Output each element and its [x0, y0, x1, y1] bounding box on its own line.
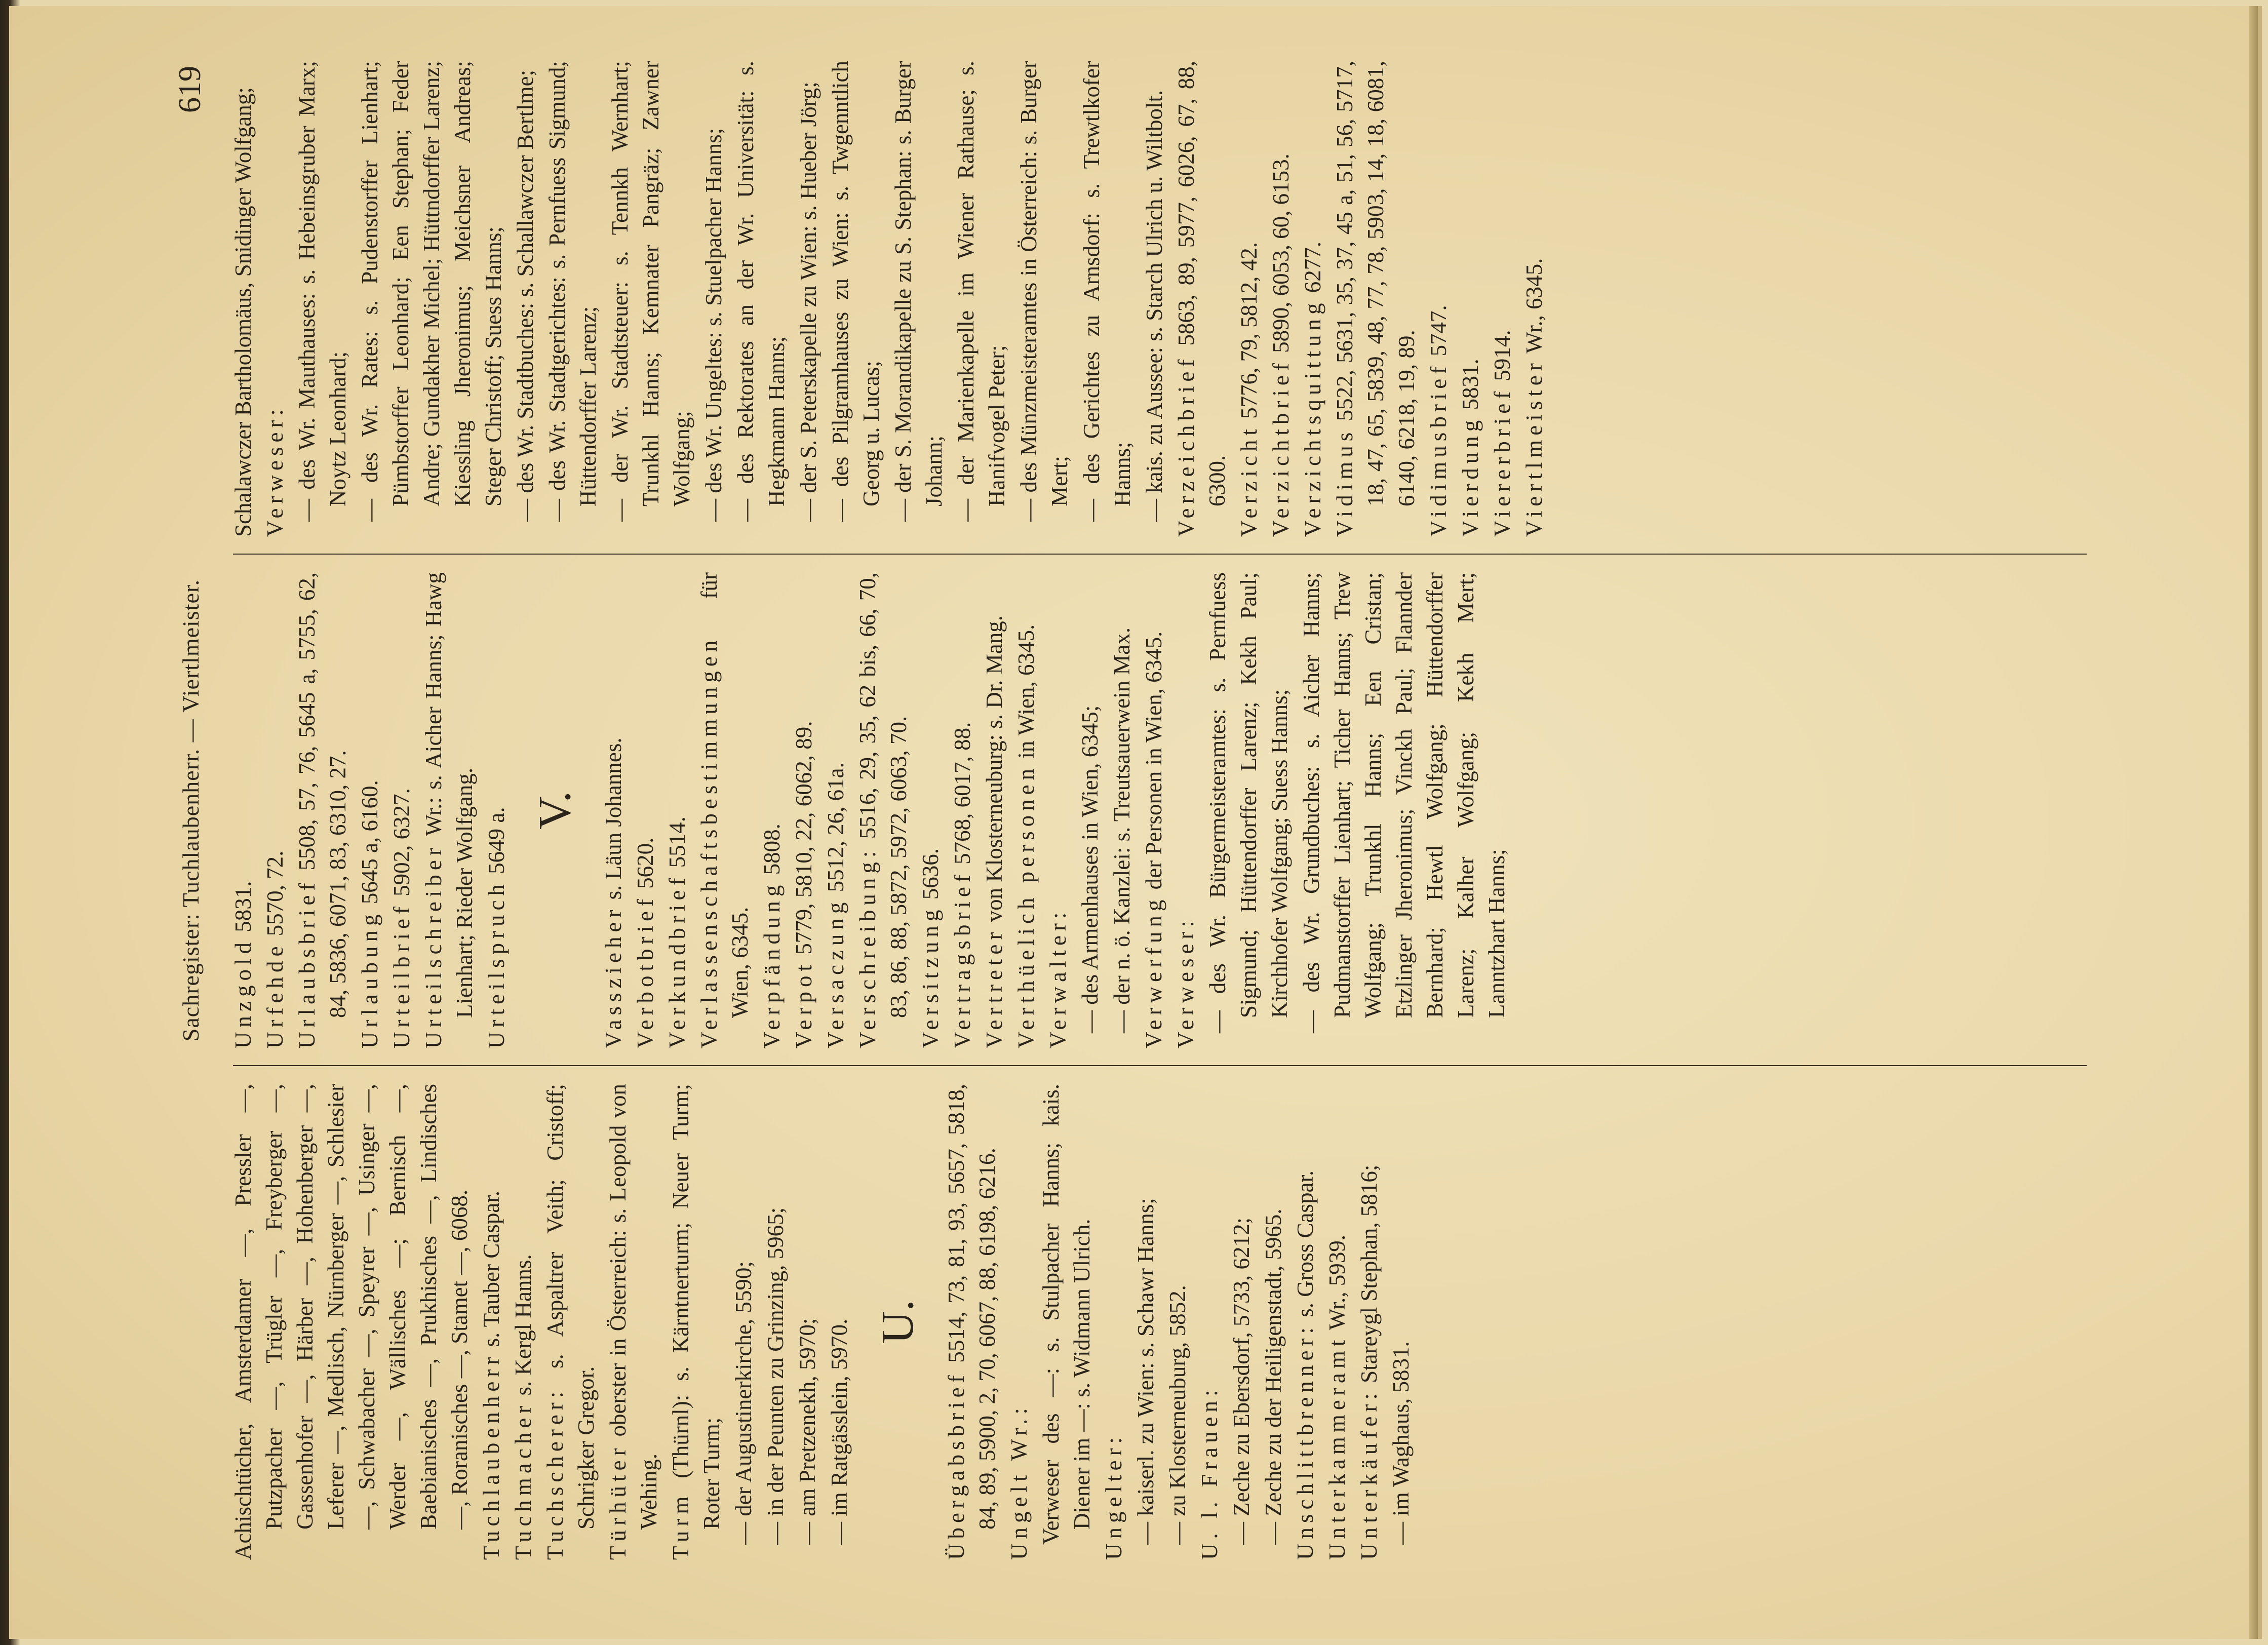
index-subentry	[1386, 1084, 1417, 1560]
entry-text: 5779, 5810, 22, 6062, 89.	[791, 721, 816, 961]
index-subentry	[1258, 1084, 1289, 1560]
index-entry	[228, 572, 259, 1048]
entry-keyword: Unterkammeramt	[1324, 1335, 1350, 1560]
index-subentry	[292, 61, 354, 537]
entry-text: 6277.	[1300, 242, 1325, 299]
entry-keyword: Ungelt Wr.:	[1006, 1403, 1032, 1560]
index-subentry	[542, 61, 604, 537]
entry-keyword: Verbotbrief	[633, 894, 658, 1048]
index-entry	[979, 572, 1010, 1048]
index-entry	[1171, 61, 1233, 537]
index-subentry	[1226, 1084, 1257, 1560]
index-entry	[1455, 61, 1486, 537]
entry-keyword: Verwalter:	[1045, 908, 1071, 1048]
index-subentry	[760, 1084, 791, 1560]
page-number: 619	[173, 66, 207, 113]
index-entry	[630, 572, 661, 1048]
entry-text: s. Tauber Caspar.	[479, 1191, 504, 1353]
entry-text: 5512, 26, 61a.	[823, 762, 848, 898]
index-subentry	[1036, 1084, 1098, 1560]
entry-text: — am Pretzenekh, 5970;	[795, 1318, 820, 1545]
index-entry	[1099, 1084, 1129, 1560]
entry-text: 5508, 57, 76, 5645 a, 5755, 62, 84, 5836, 6071, 83, 6310, 27.	[294, 572, 350, 1018]
entry-keyword: Verzicht	[1236, 424, 1262, 537]
entry-text: 5636.	[918, 848, 943, 906]
index-entry	[260, 61, 291, 537]
entry-keyword: Vierdung	[1458, 415, 1483, 537]
entry-text: s. Aspaltrer Veith; Cristoff; Schrigker Gregor.	[542, 1084, 599, 1530]
column-divider	[233, 1065, 2087, 1066]
entry-text: (Thürnl): s. Kärntnerturm; Neuer Turm; Roter Turm;	[668, 1084, 724, 1530]
index-subentry	[951, 61, 1012, 537]
index-entry	[947, 572, 978, 1048]
index-column-2	[228, 572, 2102, 1048]
entry-keyword: Vidimus	[1332, 427, 1357, 537]
entry-text: Verweser des —: s. Stulpacher Hanns; kais. Diener im —: s. Widmann Ulrich.	[1038, 1084, 1094, 1545]
index-entry	[820, 572, 851, 1048]
entry-keyword: Verpot	[791, 960, 816, 1048]
index-columns	[228, 61, 2102, 1560]
entry-keyword: Urteilschreiber	[421, 843, 446, 1048]
index-entry	[1266, 61, 1297, 537]
entry-keyword: Viertlmeister	[1521, 359, 1547, 537]
entry-text: s. Läun Johannes.	[601, 737, 626, 906]
entry-text: 5808.	[759, 824, 785, 881]
entry-text: — des Wr. Mauthauses: s. Hebeinsgruber Marx; Noytz Leonhard;	[294, 61, 350, 522]
entry-text: — der S. Peterskapelle zu Wien: s. Hueber Jörg;	[796, 82, 821, 522]
entry-keyword: Turm	[668, 1492, 693, 1560]
entry-text: — kaiserl. zu Wien: s. Schawr Hanns;	[1133, 1198, 1158, 1545]
column-divider	[233, 554, 2087, 555]
entry-keyword: Ungelter:	[1101, 1433, 1126, 1560]
index-entry	[1329, 61, 1422, 537]
index-subentry	[792, 1084, 823, 1560]
rotated-page-content	[172, 61, 2127, 1560]
index-entry	[476, 1084, 507, 1560]
index-subentry	[1076, 61, 1138, 537]
entry-text: 5522, 5631, 35, 37, 45 a, 51, 56, 5717, 18, 47, 65, 5839, 48, 77, 78, 5903, 14, 18, 6081, 6140, 6218, 19, 89.	[1332, 61, 1419, 506]
entry-text: 5768, 6017, 88.	[950, 722, 975, 871]
entry-text: in Wien, 6345.	[1013, 624, 1039, 764]
entry-text: s. Kergl Hanns.	[511, 1254, 536, 1401]
entry-keyword: Vertreter	[982, 927, 1007, 1048]
index-entry	[789, 572, 819, 1048]
index-entry	[1519, 61, 1550, 537]
index-subentry	[510, 61, 541, 537]
entry-keyword: Unschlittbrenner:	[1293, 1323, 1318, 1560]
entry-text: — kais. zu Aussee: s. Starch Ulrich u. Wiltbolt.	[1142, 90, 1167, 522]
entry-keyword: Verzeichbrief	[1174, 355, 1199, 537]
entry-text: — in der Peunten zu Grinzing, 5965;	[763, 1207, 788, 1545]
index-entry	[1423, 61, 1454, 537]
index-entry	[1139, 572, 1169, 1048]
page-spine	[2249, 6, 2258, 1639]
entry-text: Schalawczer Bartholomäus, Snidinger Wolfgang;	[230, 87, 256, 537]
index-entry	[757, 572, 788, 1048]
entry-text: für Wien, 6345.	[696, 572, 753, 1018]
entry-text: — der Marienkapelle im Wiener Rathause; s. Hanifvogel Peter;	[953, 61, 1009, 522]
entry-text: — des Pilgramhauses zu Wien: s. Twgenntlich Georg u. Lucas;	[828, 61, 884, 522]
index-entry	[1487, 61, 1518, 537]
entry-text: 5831.	[230, 881, 256, 938]
entry-text: Stareygl Stephan, 5816;	[1356, 1164, 1382, 1389]
entry-keyword: Unzgold	[230, 938, 256, 1048]
index-subentry	[605, 61, 697, 537]
index-entry	[228, 61, 259, 537]
index-entry	[1322, 1084, 1353, 1560]
index-entry	[1354, 1084, 1385, 1560]
entry-text: von Klosterneuburg: s. Dr. Mang.	[982, 615, 1007, 928]
entry-keyword: Urfehde	[262, 942, 288, 1048]
entry-text: — des Wr. Rates: s. Pudenstorffer Lienhart; Pümbstorffer Leonhard; Een Stephan; Feder Andre; Gundakher Michel; Hüttndorffer Larenz; Kiessling Jheronimus; Meichsner Andreas; Steger Christoff; Suess Hanns;	[357, 61, 506, 522]
index-entry	[1011, 572, 1042, 1048]
entry-text: — des Wr. Bürgermeisteramtes: s. Pernfuess Sigmund; Hüttendorffer Larenz; Kekh Paul; Kirchhofer Wolfgang; Suess Hanns;	[1205, 572, 1292, 1033]
index-entry	[1298, 61, 1328, 537]
entry-keyword: Versitzung	[918, 905, 943, 1048]
entry-text: 5902, 6327.	[389, 788, 414, 903]
entry-text: 5747.	[1426, 305, 1451, 362]
index-entry	[666, 1084, 727, 1560]
index-subentry	[1107, 572, 1138, 1048]
entry-text: — Zeche zu der Heiligenstadt, 5965.	[1261, 1208, 1286, 1545]
running-header	[172, 61, 218, 1560]
entry-text: s. Gross Caspar.	[1293, 1170, 1318, 1323]
entry-keyword: Viererbrief	[1490, 386, 1515, 537]
entry-text: — des Gerichtes zu Arnsdorf: s. Trewtlkofer Hanns;	[1079, 61, 1135, 522]
entry-text: 5776, 79, 5812, 42.	[1236, 242, 1262, 425]
index-subentry	[730, 61, 792, 537]
entry-keyword: Türhüter	[605, 1443, 631, 1560]
entry-text: Achischtücher, Amsterdamer —, Pressler —, Putzpacher —, Trügler —, Freyberger —, Gassenhofer —, Härber —, Hohenberger —, Leferer —, Medlisch, Nürnberger —, Schlesier —, Schwabacher —, Speyrer —, Usinger —, Werder —, Wällisches —; Bernisch —, Baebianisches —, Prukhisches —, Lindisches —, Roranisches —, Stamet —, 6068.	[230, 1084, 472, 1560]
entry-text: 5514.	[664, 816, 690, 874]
entry-text: 5863, 89, 5977, 6026, 67, 88, 6300.	[1174, 61, 1230, 506]
entry-text: — der n. ö. Kanzlei: s. Treutsauerwein Max.	[1109, 627, 1135, 1033]
index-entry	[598, 572, 629, 1048]
entry-text: oberster in Österreich: s. Leopold von Wehing.	[605, 1084, 661, 1530]
entry-keyword: Verweser:	[262, 405, 288, 537]
index-subentry	[888, 61, 950, 537]
entry-keyword: Unterkäufer:	[1356, 1389, 1382, 1560]
entry-text: 5645 a, 6160.	[357, 780, 382, 910]
entry-text: — des Armenhauses in Wien, 6345;	[1077, 705, 1103, 1033]
index-subentry	[1202, 572, 1295, 1048]
index-entry	[1170, 572, 1201, 1048]
entry-keyword: Verlassenschaftsbestimmungen	[696, 636, 722, 1048]
entry-keyword: Urlaubung	[357, 910, 382, 1048]
index-subentry	[1296, 572, 1512, 1048]
index-subentry	[1162, 1084, 1193, 1560]
index-entry	[603, 1084, 664, 1560]
entry-text: — des Münzmeisteramtes in Österreich: s. Burger Mert;	[1016, 61, 1072, 522]
section-letter: U.	[873, 1300, 923, 1344]
entry-text: der Personen in Wien, 6345.	[1141, 631, 1166, 895]
index-entry	[355, 572, 385, 1048]
entry-keyword: Tuchmacher	[511, 1401, 536, 1560]
index-entry	[662, 572, 693, 1048]
entry-text: — des Wr. Ungeltes: s. Stuelpacher Hanns;	[701, 128, 726, 522]
entry-keyword: Tuchlaubenherr	[479, 1352, 504, 1560]
index-entry	[1043, 572, 1074, 1048]
index-entry	[852, 572, 914, 1048]
entry-text: 5831.	[1458, 359, 1483, 416]
entry-keyword: Verkundbrief	[664, 873, 690, 1048]
entry-text: — der S. Morandikapelle zu S. Stephan: s. Burger Johann;	[890, 61, 947, 522]
entry-text: — des Wr. Grundbuches: s. Aicher Hanns; Pudmanstorffer Lienhart; Ticher Hanns; Trew Wolfgang; Trunkhl Hanns; Een Cristan; Etzlinger Jheronimus; Vinckh Paul; Flannder Bernhard; Hewtl Wolfgang; Hüttendorffer Larenz; Kalher Wolfgang; Kekh Mert; Lanntzhart Hanns;	[1299, 572, 1509, 1033]
entry-keyword: Verzichtbrief	[1268, 359, 1294, 537]
entry-text: 5914.	[1490, 330, 1515, 387]
index-subentry	[698, 61, 729, 537]
entry-keyword: Verthüelich personen	[1013, 764, 1039, 1048]
index-entry	[1290, 1084, 1321, 1560]
entry-keyword: U. l. Frauen:	[1197, 1385, 1222, 1560]
index-entry	[292, 572, 354, 1048]
index-column-3	[228, 61, 2102, 537]
index-entry	[694, 572, 756, 1048]
index-column-1	[228, 1084, 2102, 1560]
index-entry	[508, 1084, 539, 1560]
entry-text: — des Rektorates an der Wr. Universität: s. Hegkmann Hanns;	[733, 61, 789, 522]
entry-text: — der Augustinerkirche, 5590;	[731, 1261, 756, 1545]
entry-text: — im Waghaus, 5831.	[1388, 1341, 1414, 1545]
entry-text: 5620.	[633, 837, 658, 895]
index-subentry	[825, 61, 887, 537]
index-entry	[1234, 61, 1265, 537]
entry-keyword: Vertragsbrief	[950, 870, 975, 1048]
entry-text: Wr., 6345.	[1521, 258, 1547, 359]
entry-text: — zu Klosterneuburg, 5852.	[1165, 1285, 1190, 1545]
entry-text: Wr., 5939.	[1324, 1235, 1350, 1336]
index-subentry	[1130, 1084, 1161, 1560]
index-entry	[1194, 1084, 1225, 1560]
entry-text: 5516, 29, 35, 62 bis, 66, 70, 83, 86, 88, 5872, 5972, 6063, 70.	[855, 572, 911, 1018]
index-entry	[1004, 1084, 1035, 1560]
index-subentry	[1075, 572, 1106, 1048]
index-subentry	[793, 61, 824, 537]
index-entry	[915, 572, 946, 1048]
section-letter: V.	[530, 791, 580, 830]
index-subentry	[728, 1084, 759, 1560]
entry-keyword: Verpfändung	[759, 880, 785, 1048]
index-entry	[228, 1084, 475, 1560]
index-entry	[941, 1084, 1003, 1560]
header-title: Sachregister: Tuchlaubenherr. — Viertlmeister.	[178, 579, 204, 1042]
index-entry	[260, 572, 291, 1048]
entry-keyword: Verzichtsquittung	[1300, 298, 1325, 537]
entry-keyword: Urteilspruch	[484, 880, 509, 1048]
entry-keyword: Verweser:	[1173, 916, 1198, 1048]
entry-text: — des Wr. Stadtgerichtes: s. Pernfuess Sigmund; Hüttendorffer Larenz;	[544, 61, 601, 522]
entry-text: Wr.: s. Aicher Hanns; Hawg Lienhart; Rieder Wolfgang.	[421, 572, 477, 1018]
entry-keyword: Urteilbrief	[389, 902, 414, 1048]
index-subentry	[1013, 61, 1075, 537]
entry-text: — Zeche zu Ebersdorf, 5733, 6212;	[1229, 1217, 1254, 1545]
entry-keyword: Versaczung	[823, 897, 848, 1048]
index-entry	[481, 572, 512, 1048]
index-subentry	[824, 1084, 855, 1560]
entry-text: — der Wr. Stadtsteuer: s. Tennkh Wernhart; Trunkhl Hanns; Kemnater Pangräz; Zawner Wolfgang;	[607, 61, 694, 522]
entry-text: 5890, 6053, 60, 6153.	[1268, 153, 1294, 359]
entry-text: 5649 a.	[484, 807, 509, 880]
entry-text: — des Wr. Stadtbuches: s. Schallawczer Bertlme;	[513, 69, 538, 522]
index-entry	[386, 572, 417, 1048]
entry-keyword: Übergabsbrief	[944, 1370, 969, 1560]
entry-text: 5570, 72.	[262, 850, 288, 942]
index-subentry	[1139, 61, 1170, 537]
entry-keyword: Vidimusbrief	[1426, 362, 1451, 537]
entry-keyword: Urlaubsbrief	[294, 878, 320, 1048]
index-subentry	[355, 61, 509, 537]
index-entry	[418, 572, 480, 1048]
entry-text: — im Ratgässlein, 5970.	[827, 1318, 852, 1545]
entry-keyword: Vasszieher	[601, 905, 626, 1048]
index-entry	[540, 1084, 602, 1560]
entry-keyword: Verwerfung	[1141, 895, 1166, 1048]
entry-keyword: Tuchscherer:	[542, 1387, 568, 1560]
entry-keyword: Verschreibung:	[855, 846, 880, 1048]
entry-text: 5514, 73, 81, 93, 5657, 5818, 84, 89, 5900, 2, 70, 6067, 88, 6198, 6216.	[944, 1084, 1000, 1530]
